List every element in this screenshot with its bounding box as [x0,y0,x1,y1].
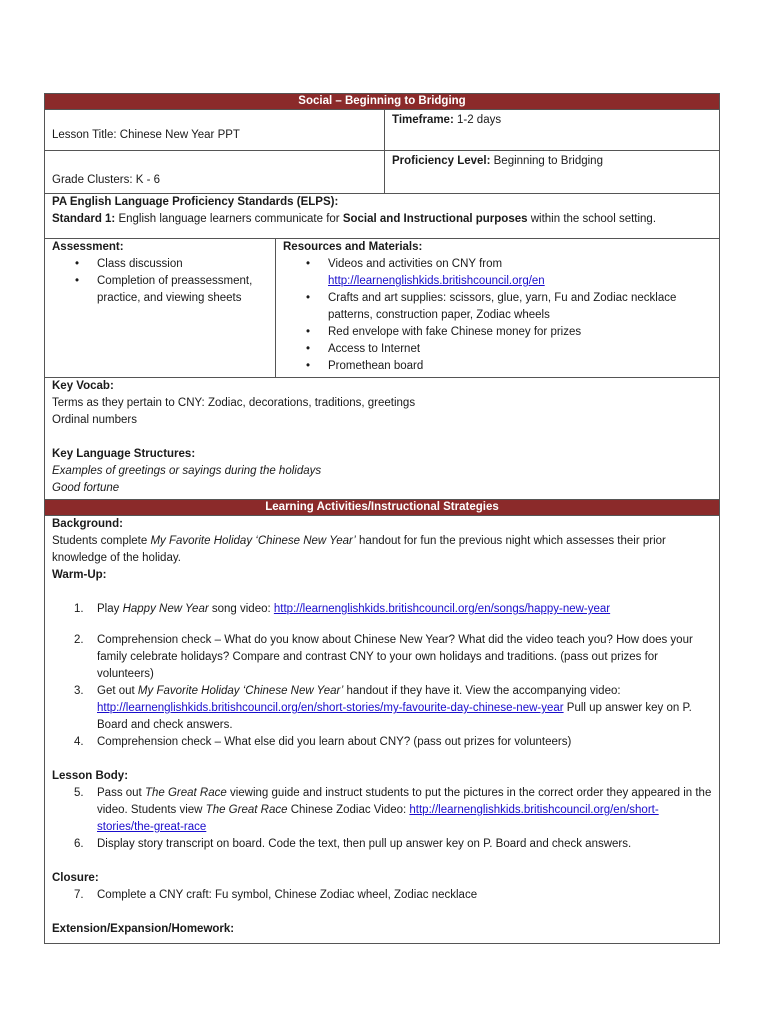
vocab-line: Ordinal numbers [52,414,138,426]
standards-heading: PA English Language Proficiency Standards (ELPS): [52,196,339,208]
assessment-list [52,256,268,307]
vocab-row [45,378,719,500]
title-row [45,110,719,151]
list-item: • Red envelope with fake Chinese money for prizes [328,324,712,341]
list-item: 4. Comprehension check – What else did you learn about CNY? (pass out prizes for volunteers) [74,736,572,748]
activities-band: Learning Activities/Instructional Strategies [45,500,719,516]
activities-cell [45,516,719,943]
standards-row [45,194,719,239]
vocab-line: Terms as they pertain to CNY: Zodiac, decorations, traditions, greetings [52,397,416,409]
resources-list [283,256,712,375]
resource-text: Videos and activities on CNY from [328,258,503,270]
resources-heading: Resources and Materials: [283,241,423,253]
list-item: • Access to Internet [328,341,712,358]
lesson-plan-table [44,93,720,944]
closure-heading: Closure: [52,872,99,884]
list-item: 6. Display story transcript on board. Code the text, then pull up answer key on P. Board and check answers. [74,838,632,850]
great-race-link[interactable]: http://learnenglishkids.britishcouncil.org/en/short-stories/the-great-race [97,804,659,833]
header-band: Social – Beginning to Bridging [45,94,719,110]
list-item: 1. Play Happy New Year song video: http://learnenglishkids.britishcouncil.org/en/songs/happy-new-year [74,603,611,615]
list-item [328,256,712,290]
standard-1-label: Standard 1: [52,213,116,225]
list-item: • Class discussion [97,256,268,273]
assessment-heading: Assessment: [52,241,124,253]
favourite-day-link[interactable]: http://learnenglishkids.britishcouncil.org/en/short-stories/my-favourite-day-chinese-new-year [97,702,564,714]
resources-cell [276,239,719,377]
structures-line: Good fortune [52,482,120,494]
background-text: Students complete My Favorite Holiday ‘Chinese New Year’ handout for fun the previous night which assesses their prior knowledge of the holiday. [52,535,666,564]
list-item: • Crafts and art supplies: scissors, glue, yarn, Fu and Zodiac necklace patterns, construction paper, Zodiac wheels [328,290,712,324]
grade-clusters: Grade Clusters: K - 6 [52,174,161,186]
timeframe-label: Timeframe: [392,114,454,126]
list-item: • Completion of preassessment, practice, and viewing sheets [97,273,268,307]
activities-row [45,516,719,943]
closure-list [52,887,712,904]
lesson-title-cell [45,110,385,150]
standard-text-end: within the school setting. [527,213,657,225]
britishcouncil-link[interactable]: http://learnenglishkids.britishcouncil.org/en [328,275,545,287]
background-heading: Background: [52,518,123,530]
structures-line: Examples of greetings or sayings during the holidays [52,465,322,477]
standard-bold-text: Social and Instructional purposes [342,213,528,225]
timeframe-cell [385,110,719,150]
happy-new-year-link[interactable]: http://learnenglishkids.britishcouncil.org/en/songs/happy-new-year [273,603,611,615]
warmup-list [52,601,712,751]
grade-row [45,151,719,194]
list-item: 5. Pass out The Great Race viewing guide and instruct students to put the pictures in the correct order they appeared in the video. Students view The Great Race Chinese Zodiac Video: http://learnenglishkids.britishcouncil.org/en/short-stories/the-great-race [74,787,712,833]
vocab-cell [45,378,719,499]
grade-clusters-cell [45,151,385,193]
list-item: 7. Complete a CNY craft: Fu symbol, Chinese Zodiac wheel, Zodiac necklace [74,889,478,901]
lesson-title: Lesson Title: Chinese New Year PPT [52,129,240,141]
assessment-resources-row [45,239,719,378]
proficiency-cell [385,151,719,193]
list-item: 2. Comprehension check – What do you know about Chinese New Year? What did the video teach you? How does your family celebrate holidays? Compare and contrast CNY to your own holidays and traditions. (pass out prizes for volunteers) [74,634,693,680]
standards-cell [45,194,719,238]
structures-heading: Key Language Structures: [52,448,196,460]
extension-heading: Extension/Expansion/Homework: [52,923,235,935]
list-item: • Promethean board [328,358,712,375]
standard-text: English language learners communicate for [115,213,343,225]
timeframe-value: 1-2 days [453,114,502,126]
lesson-body-heading: Lesson Body: [52,770,129,782]
lesson-body-list [52,785,712,853]
list-item: 3. Get out My Favorite Holiday ‘Chinese New Year’ handout if they have it. View the accompanying video: http://learnenglishkids.britishcouncil.org/en/short-stories/my-favourite-day-chinese-new-year Pull up answer key on P. Board and check answers. [74,685,692,731]
warmup-heading: Warm-Up: [52,569,107,581]
vocab-heading: Key Vocab: [52,380,114,392]
proficiency-label: Proficiency Level: [392,155,491,167]
assessment-cell [45,239,276,377]
proficiency-value: Beginning to Bridging [490,155,603,167]
